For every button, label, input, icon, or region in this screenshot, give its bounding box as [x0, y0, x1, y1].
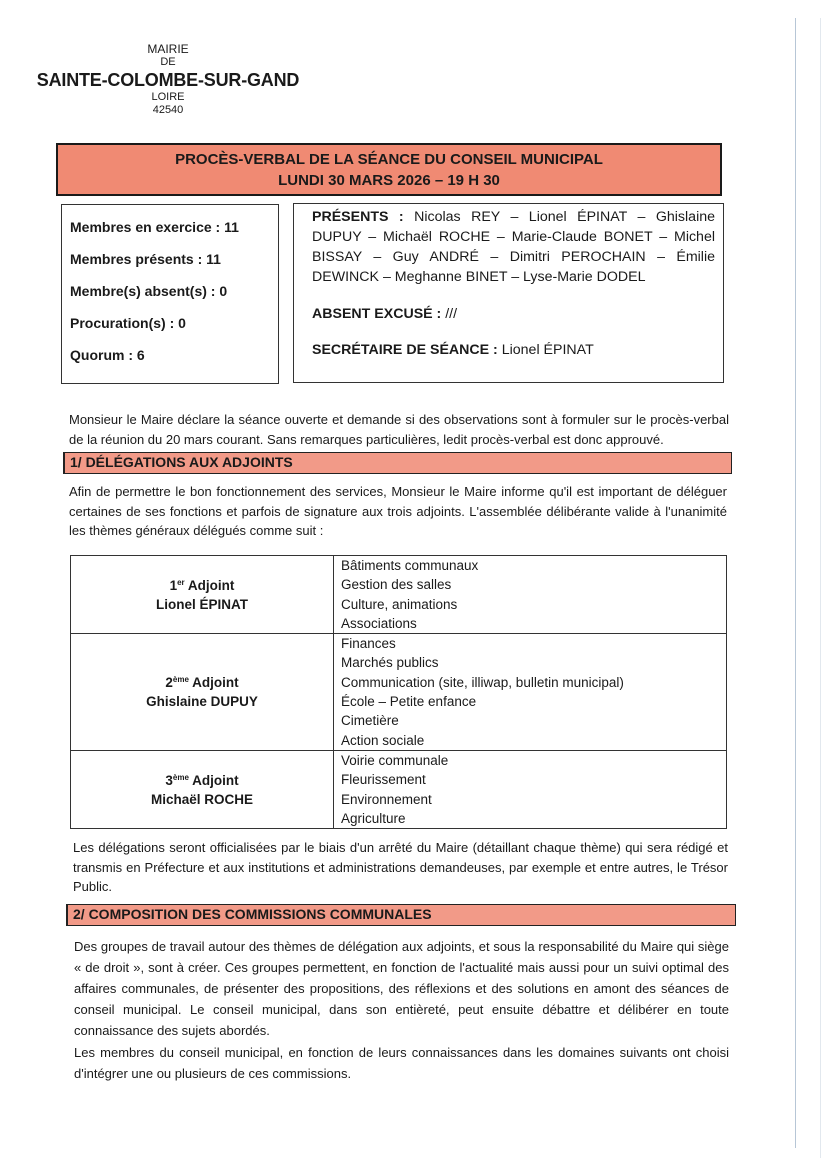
letterhead-de: DE [160, 56, 176, 68]
attendance-box [293, 203, 724, 383]
theme-item: Voirie communale [341, 752, 449, 768]
theme-item: Communication (site, illiwap, bulletin municipal) [341, 674, 624, 690]
theme-item: Environnement [341, 791, 432, 807]
table-row [71, 634, 727, 751]
deputy-name: Michaël ROCHE [150, 791, 254, 807]
theme-item: École – Petite enfance [341, 694, 477, 710]
stat-proxies: Procuration(s) : 0 [70, 315, 186, 331]
theme-item: Fleurissement [341, 772, 426, 788]
deputy-cell [71, 634, 334, 751]
commissions-paragraph-1: Des groupes de travail autour des thèmes de délégation aux adjoints, et sous la responsabilité du Maire qui siège « de droit », sont à créer. Ces groupes permettent, en fonction de l'actualité mais aussi pour un suivi optimal des affaires communales, de présenter des propositions, des réflexions et des solutions en amont des séances de conseil municipal. Le conseil municipal, dans son entièreté, peut ensuite débattre et délibérer en toute connaissance des sujets abordés. [74, 939, 729, 1038]
secretary-label: SECRÉTAIRE DE SÉANCE : [312, 342, 498, 358]
theme-item: Cimetière [341, 713, 399, 729]
document-title-banner [56, 143, 722, 196]
absent-value: /// [445, 306, 458, 322]
deputy-rank: 1er Adjoint [169, 577, 235, 593]
themes-cell [334, 634, 727, 751]
deputy-cell [71, 556, 334, 634]
deputy-rank: 3ème Adjoint [165, 772, 239, 788]
stat-members-in-office: Membres en exercice : 11 [70, 219, 239, 235]
intro-paragraph: Monsieur le Maire déclare la séance ouverte et demande si des observations sont à formuler sur le procès-verbal de la réunion du 20 mars courant. Sans remarques particulières, ledit procès-verbal est donc approuvé. [69, 412, 729, 447]
letterhead [28, 42, 308, 117]
deputy-rank: 2ème Adjoint [165, 675, 239, 691]
letterhead-town: SAINTE-COLOMBE-SUR-GAND [36, 70, 300, 90]
stat-members-present: Membres présents : 11 [70, 251, 221, 267]
theme-item: Finances [341, 636, 396, 652]
absent-excused [312, 306, 715, 322]
scan-edge-line [820, 18, 821, 1158]
table-row [71, 556, 727, 634]
theme-item: Associations [341, 615, 417, 631]
theme-item: Culture, animations [341, 596, 458, 612]
letterhead-department: LOIRE [151, 91, 185, 103]
table-row [71, 750, 727, 828]
letterhead-mairie: MAIRIE [147, 42, 189, 56]
deputy-name: Lionel ÉPINAT [155, 596, 248, 612]
theme-item: Action sociale [341, 732, 425, 748]
commissions-paragraph-2: Les membres du conseil municipal, en fonction de leurs connaissances dans les domaines suivants ont choisi d'intégrer une ou plusieurs de ces commissions. [74, 1045, 729, 1081]
delegations-table [70, 555, 727, 829]
theme-item: Agriculture [341, 810, 406, 826]
theme-item: Marchés publics [341, 655, 439, 671]
secretary-value: Lionel ÉPINAT [501, 342, 594, 358]
letterhead-postcode: 42540 [152, 104, 184, 116]
themes-cell [334, 556, 727, 634]
scan-edge-line [795, 18, 796, 1148]
present-label: PRÉSENTS : [312, 209, 404, 225]
deputy-name: Ghislaine DUPUY [146, 694, 258, 710]
section-heading-commissions: 2/ COMPOSITION DES COMMISSIONS COMMUNALES [66, 904, 736, 926]
absent-label: ABSENT EXCUSÉ : [312, 306, 442, 322]
deputy-cell [71, 750, 334, 828]
delegations-paragraph: Afin de permettre le bon fonctionnement des services, Monsieur le Maire informe qu'il est important de déléguer certaines de ses fonctions et parfois de signature aux trois adjoints. L'assemblée délibérante valide à l'unanimité les thèmes généraux délégués comme suit : [69, 484, 727, 538]
section-heading-delegations: 1/ DÉLÉGATIONS AUX ADJOINTS [63, 452, 732, 474]
stat-quorum: Quorum : 6 [70, 347, 145, 363]
member-stats-box [61, 204, 279, 384]
session-secretary [312, 342, 715, 358]
delegations-followup-paragraph: Les délégations seront officialisées par le biais d'un arrêté du Maire (détaillant chaque thème) qui sera rédigé et transmis en Préfecture et aux institutions et administrations demandeuses, par exemple et entre autres, le Trésor Public. [73, 840, 728, 894]
meeting-date: LUNDI 30 MARS 2026 – 19 H 30 [278, 172, 500, 189]
stat-members-absent: Membre(s) absent(s) : 0 [70, 283, 228, 299]
theme-item: Gestion des salles [341, 577, 452, 593]
present-names: Nicolas REY – Lionel ÉPINAT – Ghislaine DUPUY – Michaël ROCHE – Marie-Claude BONET – Michel BISSAY – Guy ANDRÉ – Dimitri PEROCHAIN – Émilie DEWINCK – Meghanne BINET – Lyse-Marie DODEL [312, 209, 716, 285]
theme-item: Bâtiments communaux [341, 558, 479, 573]
document-title: PROCÈS-VERBAL DE LA SÉANCE DU CONSEIL MUNICIPAL [175, 151, 603, 168]
present-list [312, 207, 715, 287]
themes-cell [334, 750, 727, 828]
